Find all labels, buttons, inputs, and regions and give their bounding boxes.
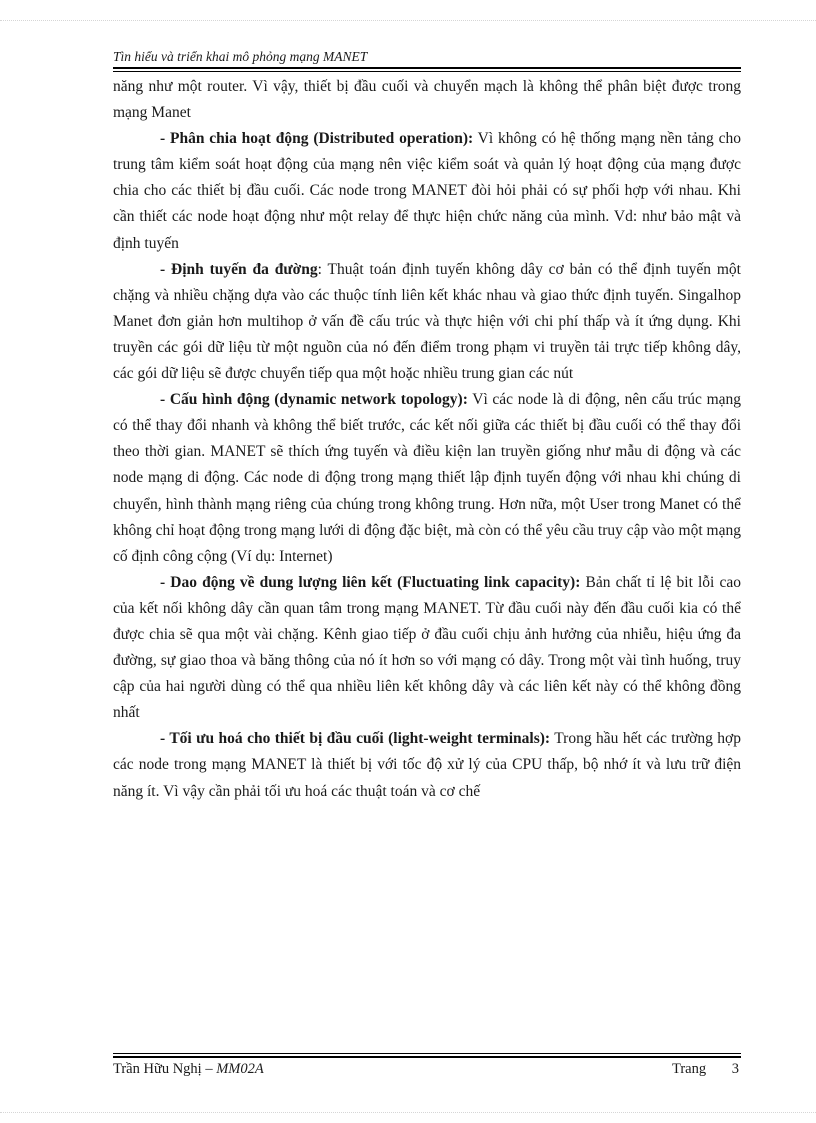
paragraph-lead: - Định tuyến đa đường	[160, 260, 318, 278]
paragraph-text: Vì không có hệ thống mạng nền tảng cho trung tâm kiểm soát hoạt động của mạng nên việc kiểm soát và quản lý hoạt động của mạng được chia cho các thiết bị đầu cuối. Các node trong MANET đòi hỏi phải có sự phối hợp với nhau. Khi cần thiết các node hoạt động như một relay để thực hiện chức năng của mình. Vd: như bảo mật và định tuyến	[113, 130, 741, 252]
paragraph-text: Trong hầu hết các trường hợp các node trong mạng MANET là thiết bị với tốc độ xử lý của CPU thấp, bộ nhớ ít và lưu trữ điện năng ít. Vì vậy cần phải tối ưu hoá các thuật toán và cơ chế	[113, 730, 741, 800]
page-edge-top	[0, 20, 816, 21]
paragraph-lead: - Cấu hình động (dynamic network topology):	[160, 391, 468, 409]
paragraph-lead: - Phân chia hoạt động (Distributed operation):	[160, 130, 474, 148]
paragraph-link-capacity	[113, 570, 741, 727]
header-title: Tìn hiểu và triển khai mô phỏng mạng MANET	[113, 49, 368, 64]
running-header	[113, 49, 741, 65]
footer-rule	[113, 1056, 741, 1058]
footer-page	[672, 1060, 741, 1078]
paragraph-lead: - Tối ưu hoá cho thiết bị đầu cuối (light-weight terminals):	[160, 730, 551, 748]
author-name: Trần Hữu Nghị –	[113, 1061, 217, 1077]
class-code: MM02A	[216, 1061, 264, 1077]
paragraph-text: : Thuật toán định tuyến không dây cơ bản có thể định tuyến một chặng và nhiều chặng dựa vào các thuộc tính liên kết khác nhau và giao thức định tuyến. Singalhop Manet đơn giản hơn multihop ở vấn đề cấu trúc và thực hiện với chi phí thấp và ít ứng dụng. Khi truyền các gói dữ liệu từ một nguồn của nó đến điểm trong phạm vi truyền tải trực tiếp không dây, các gói dữ liệu sẽ được chuyển tiếp qua một hoặc nhiều trung gian các nút	[113, 260, 741, 383]
header-rule	[113, 67, 741, 69]
footer-author	[113, 1060, 264, 1078]
paragraph-lead: - Dao động về dung lượng liên kết (Fluctuating link capacity):	[160, 573, 581, 591]
header-rule-secondary	[113, 71, 741, 72]
paragraph-dynamic-topology	[113, 387, 741, 570]
page-number: 3	[731, 1061, 739, 1077]
paragraph-text: Bản chất tỉ lệ bit lỗi cao của kết nối không dây cần quan tâm trong mạng MANET. Từ đầu cuối này đến đầu cuối kia có thể được chia sẽ qua một vài chặng. Kênh giao tiếp ở đầu cuối chịu ảnh hưởng của nhiễu, hiệu ứng đa đường, sự giao thoa và băng thông của nó ít hơn so với mạng có dây. Trong một vài tình huống, truy cập của hai người dùng có thể qua nhiều liên kết không dây và các liên kết này có thể không đồng nhất	[113, 573, 741, 722]
paragraph-continuation	[113, 74, 741, 126]
page-edge-bottom	[0, 1112, 816, 1113]
footer-rule-secondary	[113, 1053, 741, 1054]
paragraph-text: Vì các node là di động, nên cấu trúc mạng có thể thay đổi nhanh và không thể biết trước, các kết nối giữa các thiết bị đầu cuối có thể thay đổi theo thời gian. MANET sẽ thích ứng tuyến và điều kiện lan truyền giống như mẫu di động và các node mạng di động. Các node di động trong mạng thiết lập định tuyến động với nhau khi chúng di chuyển, hình thành mạng riêng của chúng trong không trung. Hơn nữa, một User trong Manet có thể không chỉ hoạt động trong mạng lưới di động đặc biệt, mà còn có thể yêu cầu truy cập vào một mạng cố định công cộng (Ví dụ: Internet)	[113, 391, 742, 565]
paragraph-multipath-routing	[113, 257, 741, 387]
paragraph-light-weight-terminals	[113, 726, 741, 804]
document-body	[113, 74, 741, 805]
page-label: Trang	[672, 1061, 707, 1077]
paragraph-text: năng như một router. Vì vậy, thiết bị đầu cuối và chuyển mạch là không thể phân biệt được trong mạng Manet	[113, 78, 741, 122]
paragraph-distributed-operation	[113, 126, 741, 256]
